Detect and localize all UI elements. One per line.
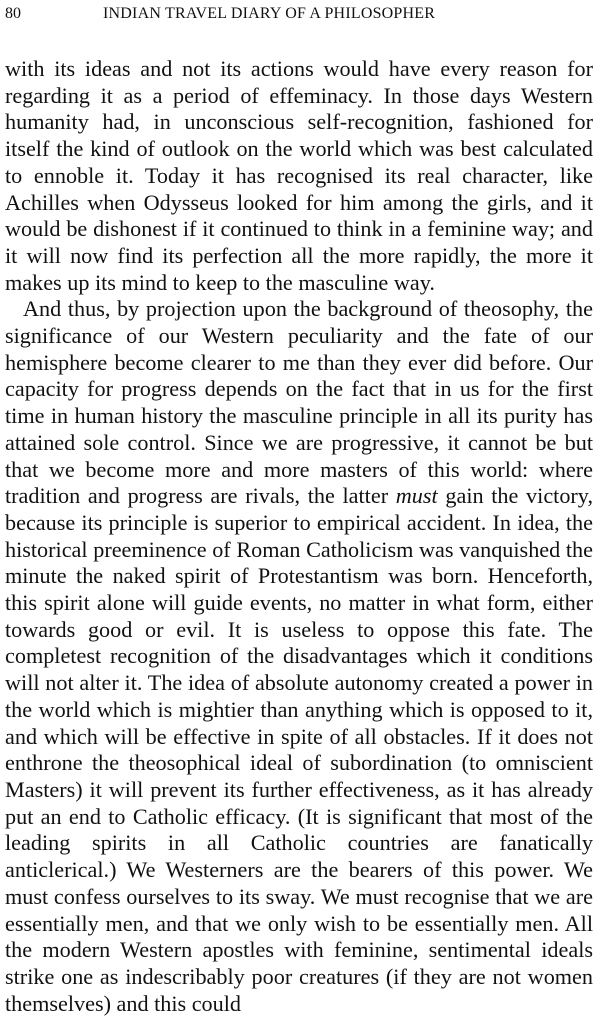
emphasis-must: must [395, 483, 438, 509]
body-text [5, 56, 593, 1017]
running-head: INDIAN TRAVEL DIARY OF A PHILOSOPHER [103, 5, 436, 22]
paragraph-continued: with its ideas and not its actions would have every reason for regarding it as a period of effeminacy. In those days Western humanity had, in unconscious self-recognition, fashioned for itself the kind of outlook on the world which was best calculated to ennoble it. Today it has recognised its real character, like Achilles when Odysseus looked for him among the girls, and it would be dishonest if it continued to think in a feminine way; and it will now find its perfection all the more rapidly, the more it makes up its mind to keep to the masculine way. [5, 56, 593, 295]
paragraph-text-after-emphasis: gain the victory, because its principle is superior to empirical accident. In idea, the historical preeminence of Roman Catholicism was vanquished the minute the naked spirit of Protestantism was born. Henceforth, this spirit alone will guide events, no matter in what form, either towards good or evil. It is useless to oppose this fate. The completest recognition of the disadvantages which it conditions will not alter it. The idea of absolute autonomy created a power in the world which is mightier than anything which is opposed to it, and which will be effective in spite of all obstacles. If it does not enthrone the theosophical ideal of subordination (to omniscient Masters) it will prevent its further effectiveness, as it has already put an end to Catholic efficacy. (It is significant that most of the leading spirits in all Catholic countries are fanatically anticlerical.) We Westerners are the bearers of this power. We must confess ourselves to its sway. We must recognise that we are essentially men, and that we only wish to be essentially men. All the modern Western apostles with feminine, sentimental ideals strike one as indescribably poor creatures (if they are not women themselves) and this could [5, 483, 594, 1016]
paragraph-theosophy [5, 296, 593, 1017]
page-number: 80 [5, 5, 21, 22]
page-header [5, 4, 593, 34]
paragraph-text-before-emphasis: And thus, by projection upon the background of theosophy, the significance of our Western peculiarity and the fate of our hemisphere become clearer to me than they ever did before. Our capacity for progress depends on the fact that in us for the first time in human history the masculine principle in all its purity has attained sole control. Since we are progressive, it cannot be but that we become more and more masters of this world: where tradition and progress are rivals, the latter [5, 296, 593, 509]
